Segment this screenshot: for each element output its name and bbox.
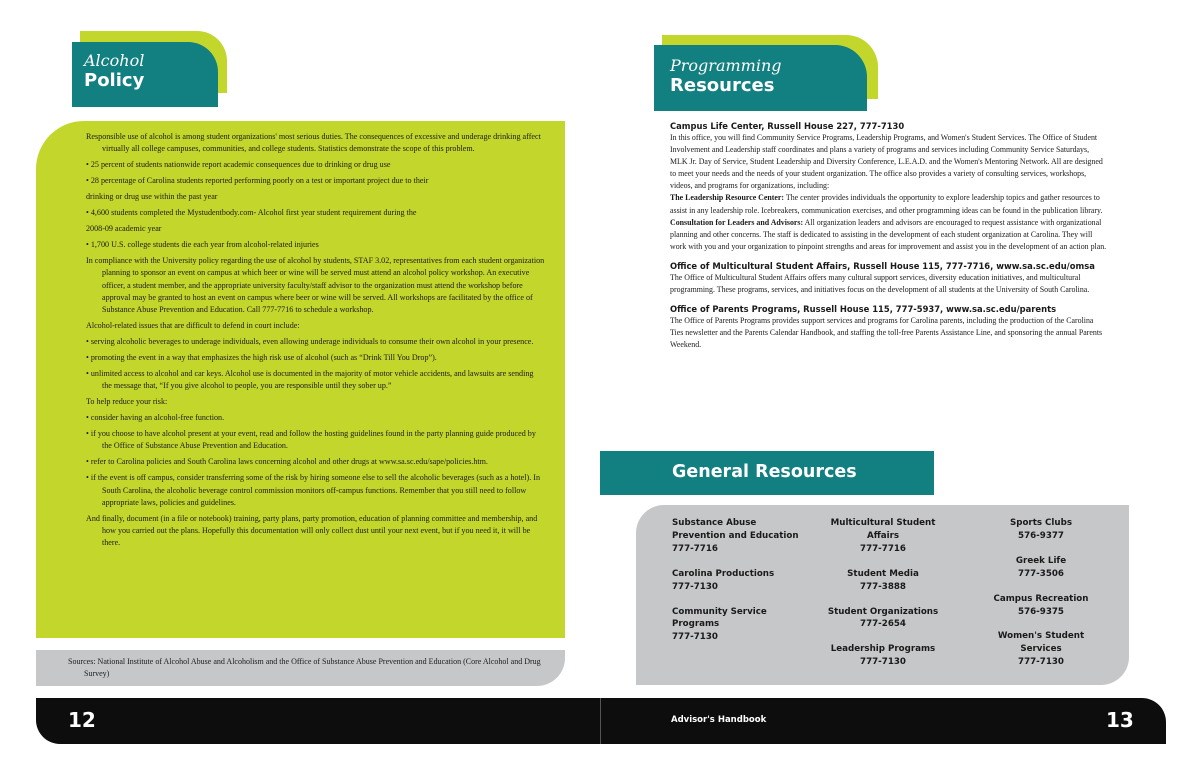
policy-risk-2: • if you choose to have alcohol present at your event, read and follow the hosting guidelines found in the party planning guide produced by the Office of Substance Abuse Prevention and Education. <box>86 428 545 452</box>
policy-risk-3: • refer to Carolina policies and South Carolina laws concerning alcohol and other drugs at www.sa.sc.edu/sape/policies.htm. <box>86 456 545 468</box>
resource-phone: 777-3888 <box>860 581 906 592</box>
resource-item <box>672 568 802 594</box>
resource-phone: 777-7130 <box>1018 657 1064 668</box>
programming-tab-title: Resources <box>670 75 775 96</box>
resource-name: Student Organizations <box>827 606 939 617</box>
resource-item <box>818 643 948 669</box>
policy-issue-3: • unlimited access to alcohol and car keys. Alcohol use is documented in the majority of motor vehicle accidents, and lawsuits are sending the message that, “If you give alcohol to people, you are responsible until they sober up.” <box>86 368 545 392</box>
footer-title: Advisor's Handbook <box>671 715 767 725</box>
policy-compliance: In compliance with the University policy regarding the use of alcohol by students, STAF 3.02, representatives from each student organization planning to sponsor an event on campus at which beer or wine will be served must attend an alcohol policy workshop. An executive officer, a student member, and the appropriate university faculty/staff advisor to the organization must attend the workshop before approval may be granted to host an event on campus where beer or wine will be served. All workshops are facilitated by the office of Substance Abuse Prevention and Education. Call 777-7716 to schedule a workshop. <box>86 256 545 315</box>
resource-phone: 777-7716 <box>860 543 906 554</box>
resource-item <box>976 593 1106 619</box>
resources-column-3 <box>976 517 1106 681</box>
alcohol-policy-panel <box>36 121 565 638</box>
campus-life-body: In this office, you will find Community Service Programs, Leadership Programs, and Women's Student Services. The Office of Student Involvement and Leadership staff coordinates and plans a variety of programs and services including Community Service Saturdays, MLK Jr. Day of Service, Student Leadership and Diversity Conference, L.E.A.D. and the Women's Mentoring Network. All are designed to meet your needs and the needs of your student organization. The office also provides a variety of consulting services, workshops, videos, and programs for organizations, including: <box>670 133 1103 191</box>
leadership-resource-center <box>670 192 1108 216</box>
resource-name: Campus Recreation <box>993 593 1089 604</box>
programming-resources-text <box>670 120 1108 351</box>
general-resources-heading: General Resources <box>600 451 934 495</box>
alcohol-tab-title: Policy <box>84 70 145 91</box>
resources-column-1 <box>672 517 802 656</box>
leadership-resource-label: The Leadership Resource Center: <box>670 193 785 203</box>
footer-divider <box>600 698 601 744</box>
parents-body: The Office of Parents Programs provides support services and programs for Carolina parents, including the production of the Carolina Ties newsletter and the Parents Calendar Handbook, and staffing the toll-free Parents Assistance Line, and sponsoring the annual Parents Weekend. <box>670 316 1103 350</box>
resource-phone: 777-2654 <box>860 619 906 630</box>
general-resources-panel <box>636 505 1129 685</box>
resource-phone: 777-7130 <box>672 632 718 643</box>
policy-risk-4: • if the event is off campus, consider transferring some of the risk by hiring someone else to sell the alcoholic beverages (such as a hotel). In South Carolina, the alcoholic beverage control commission monitors off-campus functions. Remember that you still need to follow appropriate laws, policies and guidelines. <box>86 472 545 509</box>
multicultural-body: The Office of Multicultural Student Affairs offers many cultural support services, diversity education initiatives, and multicultural programming. These programs, services, and initiatives focus on the development of all students at the University of South Carolina. <box>670 272 1090 295</box>
resource-phone: 777-7130 <box>860 657 906 668</box>
policy-closing: And finally, document (in a file or notebook) training, party plans, party promotion, education of planning committee and membership, and how you carried out the plans. Hopefully this documentation will only collect dust until your next event, but if you need it, it will be there. <box>86 513 538 548</box>
policy-stat-1: • 25 percent of students nationwide report academic consequences due to drinking or drug use <box>86 159 545 171</box>
campus-life-heading: Campus Life Center, Russell House 227, 777-7130 <box>670 121 905 131</box>
consultation-label: Consultation for Leaders and Advisors: <box>670 217 804 227</box>
resource-phone: 777-7716 <box>672 543 718 554</box>
policy-stat-3: • 4,600 students completed the Mystudentbody.com- Alcohol first year student requirement during the <box>86 207 545 219</box>
programming-resources-tab <box>654 45 867 111</box>
resource-item <box>976 555 1106 581</box>
page-number-right: 13 <box>1106 708 1134 732</box>
consultation-text: All organization leaders and advisors are encouraged to request assistance with organizational planning and other concerns. The staff is dedicated to assisting in the development of each student organization at Carolina. They will work with you and your organization to pinpoint strengths and areas for improvement and assist you in the development of an action plan. <box>670 217 1107 251</box>
resource-name: Community Service Programs <box>672 606 767 630</box>
resource-phone: 576-9377 <box>1018 530 1064 541</box>
programming-tab-script: Programming <box>670 56 782 75</box>
resource-name: Sports Clubs <box>1009 518 1072 528</box>
resource-item <box>672 606 802 645</box>
resource-item <box>818 517 948 556</box>
resource-phone: 576-9375 <box>1018 606 1064 617</box>
consultation-item <box>670 217 1108 253</box>
resource-item <box>818 568 948 594</box>
resource-name: Greek Life <box>1015 555 1067 566</box>
resource-name: Leadership Programs <box>830 644 936 655</box>
resource-name: Substance Abuse Prevention and Education <box>672 518 799 541</box>
leadership-resource-text: The center provides individuals the opportunity to explore leadership topics and gather resources to assist in any leadership role. Icebreakers, communication exercises, and other programming ideas can be found in the publication library. <box>670 193 1103 215</box>
resource-item <box>976 630 1106 669</box>
policy-stat-2-cont: drinking or drug use within the past year <box>86 192 218 202</box>
resources-column-2 <box>818 517 948 681</box>
policy-risk-heading: To help reduce your risk: <box>86 397 168 407</box>
policy-stat-2: • 28 percentage of Carolina students reported performing poorly on a test or important project due to their <box>86 175 545 187</box>
resource-phone: 777-7130 <box>672 581 718 592</box>
resource-name: Multicultural Student Affairs <box>830 518 936 541</box>
alcohol-tab-script: Alcohol <box>84 51 145 70</box>
resource-phone: 777-3506 <box>1018 568 1064 579</box>
policy-stat-4: • 1,700 U.S. college students die each year from alcohol-related injuries <box>86 239 545 251</box>
resource-item <box>976 517 1106 543</box>
resource-name: Women's Student Services <box>997 631 1085 655</box>
alcohol-policy-tab <box>72 42 218 107</box>
policy-issue-2: • promoting the event in a way that emphasizes the high risk use of alcohol (such as “Drink Till You Drop”). <box>86 352 545 364</box>
resource-name: Student Media <box>847 568 919 579</box>
policy-stat-3-cont: 2008-09 academic year <box>86 224 162 234</box>
policy-intro: Responsible use of alcohol is among student organizations' most serious duties. The consequences of excessive and underage drinking affect virtually all college campuses, communities, and college students. Statistics demonstrate the scope of this problem. <box>86 132 541 154</box>
page-number-left: 12 <box>68 708 96 732</box>
resource-name: Carolina Productions <box>672 568 775 579</box>
footer-bar <box>36 698 1166 744</box>
policy-issue-1: • serving alcoholic beverages to underage individuals, even allowing underage individuals to consume their own alcohol in your presence. <box>86 336 545 348</box>
policy-issues-heading: Alcohol-related issues that are difficult to defend in court include: <box>86 321 300 331</box>
policy-risk-1: • consider having an alcohol-free function. <box>86 412 545 424</box>
multicultural-heading: Office of Multicultural Student Affairs, Russell House 115, 777-7716, www.sa.sc.edu/omsa <box>670 260 1095 271</box>
parents-heading: Office of Parents Programs, Russell House 115, 777-5937, www.sa.sc.edu/parents <box>670 304 1057 315</box>
resource-item <box>672 517 802 556</box>
resource-item <box>818 606 948 632</box>
sources-box <box>36 650 565 686</box>
sources-text: Sources: National Institute of Alcohol Abuse and Alcoholism and the Office of Substance Abuse Prevention and Education (Core Alcohol and Drug Survey) <box>68 657 541 678</box>
